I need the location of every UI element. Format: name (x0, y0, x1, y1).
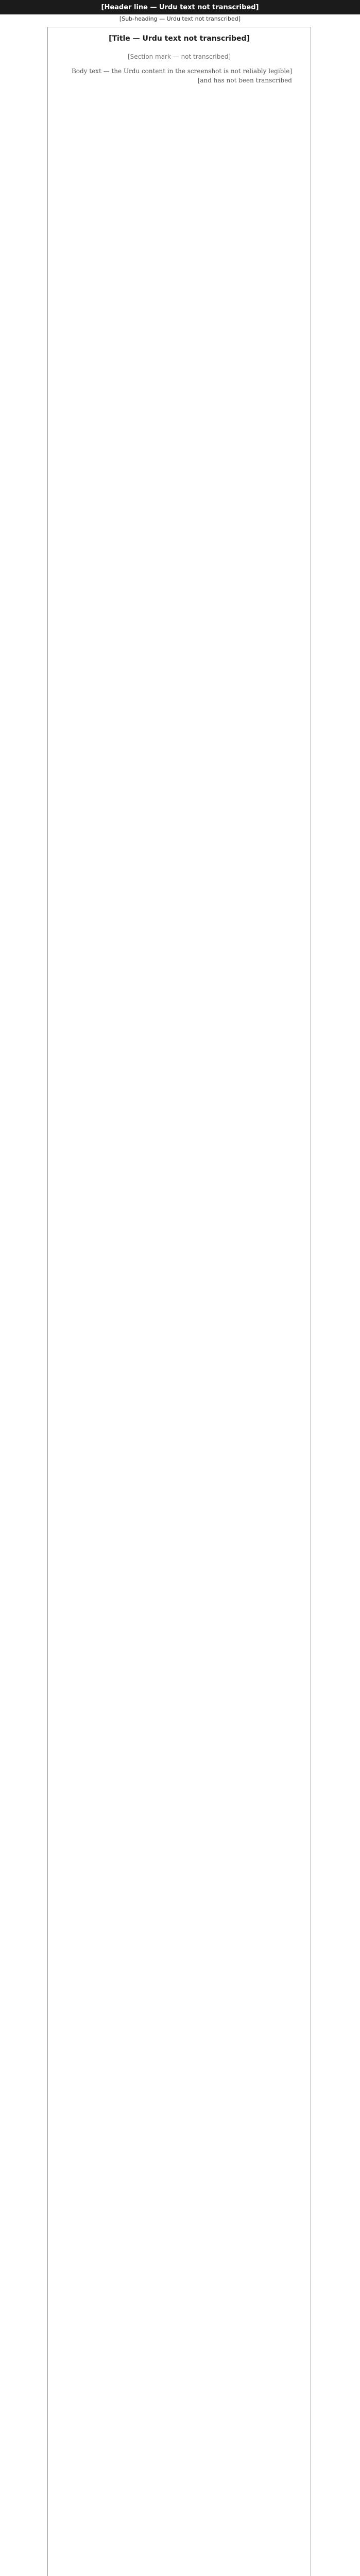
header-title: [Header line — Urdu text not transcribed] (101, 3, 259, 11)
content-frame (47, 27, 311, 2576)
document-body (48, 63, 311, 93)
body-paragraph: [Body text — the Urdu content in the screenshot is not reliably legible and has not been transcribed] (71, 67, 292, 84)
header-subtitle: [Sub-heading — Urdu text not transcribed] (119, 15, 241, 22)
document-title: [Title — Urdu text not transcribed] (109, 35, 250, 43)
section-mark: [Section mark — not transcribed] (127, 53, 231, 60)
header-band (0, 0, 360, 14)
